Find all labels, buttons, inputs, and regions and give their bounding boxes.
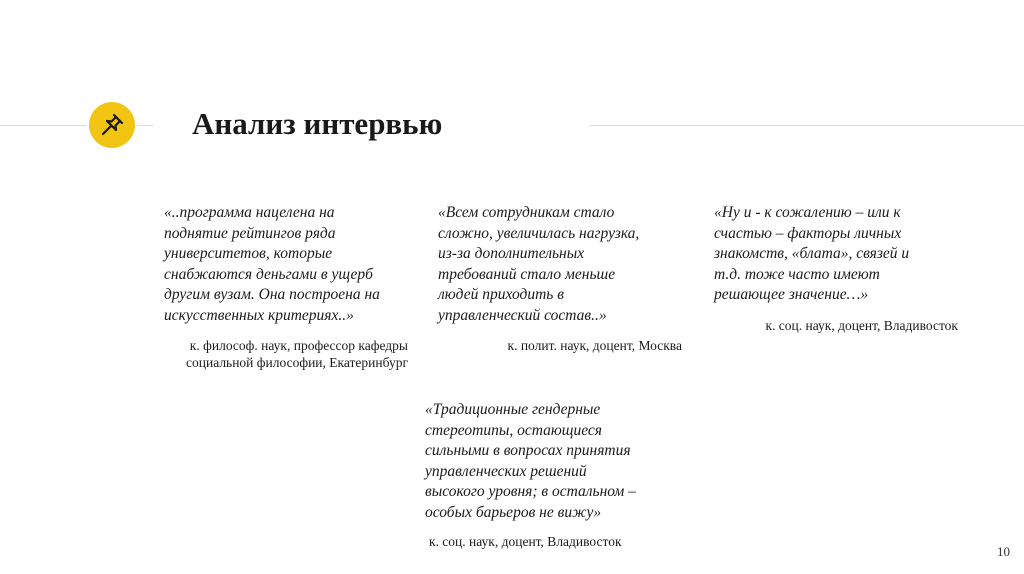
quote-card-3	[714, 203, 964, 334]
page-number: 10	[997, 544, 1010, 559]
quote-text: «Ну и - к сожалению – или к счастью – факторы личных знакомств, «блата», связей и т.д. тоже часто имеют решающее значение…»	[714, 204, 910, 303]
header-rule-left	[0, 125, 86, 126]
quote-attribution: к. соц. наук, доцент, Владивосток	[429, 534, 622, 549]
quote-attribution: к. соц. наук, доцент, Владивосток	[765, 317, 958, 333]
quote-text: «Всем сотрудникам стало сложно, увеличилась нагрузка, из-за дополнительных требований стало меньше людей приходить в управленческий состав..»	[438, 204, 640, 324]
pushpin-icon	[99, 112, 125, 138]
quote-attribution: к. философ. наук, профессор кафедры социальной философии, Екатеринбург	[186, 338, 408, 370]
quote-text: «Традиционные гендерные стереотипы, остающиеся сильными в вопросах принятия управленческих решений высокого уровня; в остальном – особых барьеров не вижу»	[425, 401, 636, 521]
quote-card-2	[438, 203, 688, 354]
header-rule-middle	[137, 125, 153, 126]
quote-text: «..программа нацелена на поднятие рейтингов ряда университетов, которые снабжаются деньгами в ущерб другим вузам. Она построена на искусственных критериях..»	[164, 204, 380, 324]
pin-badge	[89, 102, 135, 148]
header-rule-right	[590, 125, 1024, 126]
quote-attribution: к. полит. наук, доцент, Москва	[507, 338, 682, 353]
quote-card-4	[425, 400, 675, 550]
slide-title: Анализ интервью	[192, 106, 443, 141]
quote-card-1	[164, 203, 414, 371]
